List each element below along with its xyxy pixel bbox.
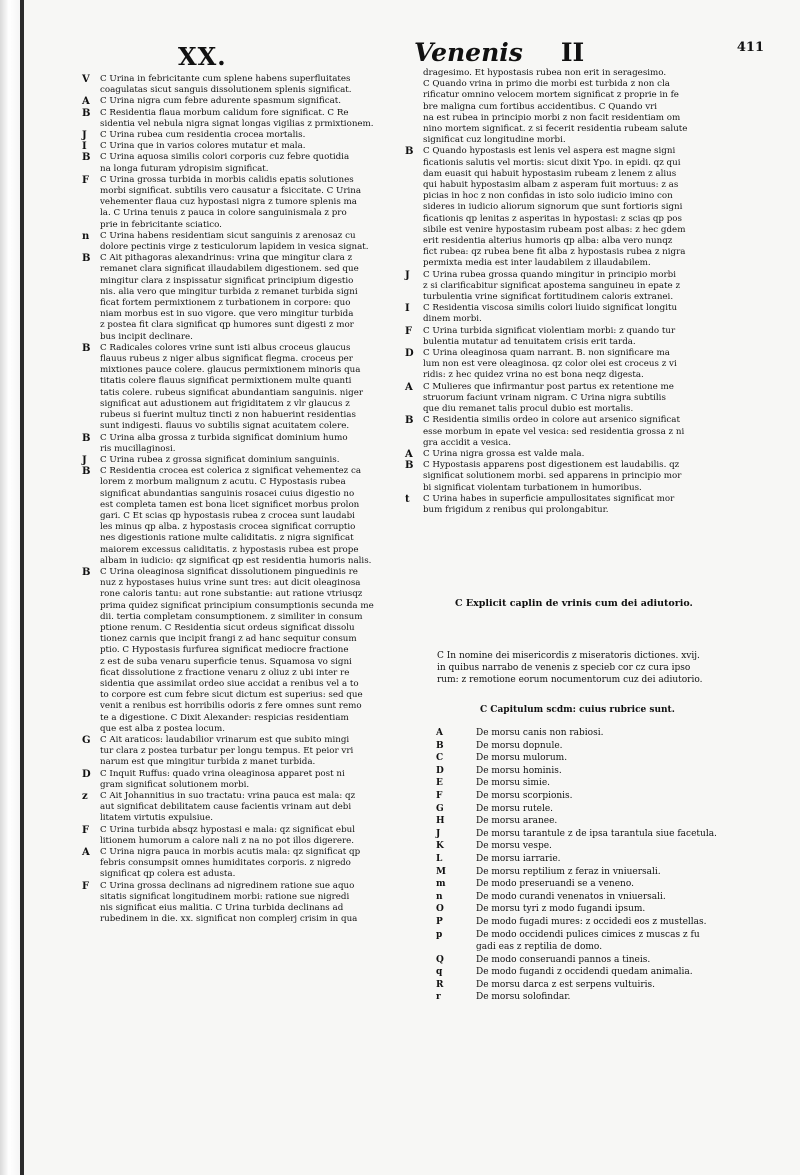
text-line: te a digestione. C Dixit Alexander: respicias residentiam xyxy=(100,712,349,723)
text-line: lorem z morbum malignum z acutu. C Hypostasis rubea xyxy=(100,477,346,488)
text-line: C Radicales colores vrine sunt isti albus croceus glaucus xyxy=(100,342,351,353)
margin-letter: F xyxy=(82,880,90,892)
rubric-letter: L xyxy=(436,853,443,864)
paragraph-text xyxy=(100,881,372,926)
text-line: dragesimo. Et hypostasis rubea non erit in seragesimo. xyxy=(423,68,667,78)
text-line: z postea fit clara significat qp humores sunt digesti z mor xyxy=(100,320,354,331)
rubric-item xyxy=(436,903,736,916)
text-line: sidentia vel nebula nigra signat longas vigilias z prmixtionem. xyxy=(100,118,374,129)
rubric-text: De modo preseruandi se a veneno. xyxy=(476,879,634,890)
paragraph-text xyxy=(100,433,372,455)
rubric-text: De modo fugandi z occidendi quedam animalia. xyxy=(476,967,693,978)
text-line: C Residentia similis ordeo in colore aut arsenico significat xyxy=(423,415,680,426)
paragraph xyxy=(405,460,705,494)
rubric-letter: G xyxy=(436,803,444,814)
rubric-letter: K xyxy=(436,841,444,852)
rubric-item xyxy=(436,840,736,853)
margin-letter: A xyxy=(82,96,90,108)
text-line: C Urina habes in superficie ampullositates significat mor xyxy=(423,493,675,504)
paragraph xyxy=(82,433,372,455)
text-line: gram significat solutionem morbi. xyxy=(100,779,250,790)
text-line: nis significat eius malitia. C Urina turbida declinans ad xyxy=(100,903,344,914)
paragraph-text xyxy=(423,415,705,449)
margin-letter: G xyxy=(82,734,91,746)
text-line: C Urina nigra pauca in morbis acutis mala: qz significat qp xyxy=(100,847,361,858)
text-line: bre maligna cum fortibus accidentibus. C Quando vri xyxy=(423,101,658,112)
paragraph xyxy=(82,141,372,152)
text-line: gari. C Et scias qp hypostasis rubea z crocea sunt laudabi xyxy=(100,510,355,521)
text-line: ridis: z hec quidez vrina no est bona neqz digesta. xyxy=(423,370,644,381)
paragraph-text xyxy=(100,825,372,847)
paragraph xyxy=(82,96,372,107)
text-line: prima quidez significat principium consumptionis secunda me xyxy=(100,600,374,611)
paragraph-text xyxy=(423,460,705,494)
margin-letter: D xyxy=(405,348,414,360)
text-line: que diu remanet talis procul dubio est mortalis. xyxy=(423,404,634,415)
text-line: significat cuz longitudine morbi. xyxy=(423,135,566,146)
paragraph xyxy=(82,567,372,735)
paragraph xyxy=(82,455,372,466)
text-line: na longa futuram ydropisim significat. xyxy=(100,163,269,174)
paragraph xyxy=(405,68,705,146)
text-line: to corpore est cum febre sicut dictum est superius: sed que xyxy=(100,690,363,701)
text-line: bus incipit declinare. xyxy=(100,331,193,342)
text-line: significat solutionem morbi. sed apparens in principio mor xyxy=(423,471,682,482)
paragraph-text xyxy=(100,791,372,825)
text-line: turbulentia vrine significat fortitudinem caloris extranei. xyxy=(423,292,674,303)
rubric-text: gadi eas z reptilia de domo. xyxy=(476,942,603,953)
text-line: C Urina habens residentiam sicut sanguinis z arenosaz cu xyxy=(100,230,356,241)
text-line: rubeus si fuerint multuz tincti z non habuerint residentias xyxy=(100,410,356,421)
paragraph xyxy=(405,415,705,449)
rubric-item xyxy=(436,727,736,740)
paragraph-text xyxy=(423,68,705,146)
paragraph-text xyxy=(100,141,372,152)
rubric-text: De morsu rutele. xyxy=(476,803,554,814)
text-line: aut significat debilitatem cause facientis vrinam aut debi xyxy=(100,802,352,813)
text-line: bi significat violentam turbationem in humoribus. xyxy=(423,482,642,493)
text-line: z si clarificabitur significat apostema sanguineu in epate z xyxy=(423,280,681,291)
text-line: bum frigidum z renibus qui prolongabitur. xyxy=(423,504,609,515)
paragraph-text xyxy=(100,343,372,433)
rubric-letter: D xyxy=(436,765,444,776)
text-line: C Ait pithagoras alexandrinus: vrina que mingitur clara z xyxy=(100,253,353,264)
text-line: dam euasit qui habuit hypostasim rubeam z lenem z alius xyxy=(423,168,677,179)
text-line: C Quando vrina in primo die morbi est turbida z non cla xyxy=(423,79,670,90)
paragraph-text xyxy=(423,449,705,460)
text-line: nes digestionis ratione multe caliditatis. z nigra significat xyxy=(100,533,354,544)
rubric-text: De morsu reptilium z feraz in vniuersali. xyxy=(476,866,661,877)
rubric-letter: P xyxy=(436,916,443,927)
text-line: C Urina rubea cum residentia crocea mortalis. xyxy=(100,130,306,141)
text-line: morbi significat. subtilis vero causatur a fsiccitate. C Urina xyxy=(100,186,362,197)
rubric-letter: m xyxy=(436,879,446,890)
rubric-letter xyxy=(436,941,476,954)
text-line: lum non est vere oleaginosa. qz color olei est croceus z vi xyxy=(423,359,677,370)
paragraph xyxy=(82,175,372,231)
paragraph xyxy=(405,303,705,325)
rubric-item xyxy=(436,777,736,790)
paragraph-text xyxy=(100,455,372,466)
text-line: la. C Urina tenuis z pauca in colore sanguinismala z pro xyxy=(100,208,347,219)
margin-letter: B xyxy=(82,566,91,578)
text-line: litionem humorum a calore nali z na no pot illos digerere. xyxy=(100,835,355,846)
rubric-item xyxy=(436,891,736,904)
margin-letter: z xyxy=(82,791,88,802)
paragraph-text xyxy=(423,382,705,416)
paragraph xyxy=(405,494,705,516)
rubric-text: De morsu vespe. xyxy=(476,841,552,852)
paragraph-text xyxy=(423,270,705,304)
text-line: C Ait Johannitius in suo tractatu: vrina pauca est mala: qz xyxy=(100,791,356,801)
rubric-text: De morsu scorpionis. xyxy=(476,790,573,801)
margin-letter: F xyxy=(405,325,413,337)
paragraph-text xyxy=(100,769,372,791)
paragraph xyxy=(82,881,372,926)
rubric-item xyxy=(436,966,736,979)
text-line: ficat dissolutione z fractione venaru z oliuz z ubi inter re xyxy=(100,667,350,678)
text-line: significat qp colera est adusta. xyxy=(100,869,236,880)
rubric-letter: M xyxy=(436,866,446,877)
text-line: ficat fortem permixtionem z turbationem in corpore: quo xyxy=(100,298,351,309)
text-line: permixta media est inter laudabilem z illaudabilem. xyxy=(423,258,651,269)
text-line: C Ait araticos: laudabilior vrinarum est que subito mingi xyxy=(100,734,350,745)
rubric-item xyxy=(436,752,736,765)
paragraph xyxy=(82,847,372,881)
paragraph xyxy=(82,74,372,96)
text-line: mingitur clara z inspissatur significat principium digestio xyxy=(100,275,354,286)
invocation-paragraph xyxy=(437,650,707,686)
text-line: sidentia que assimilat ordeo siue accidat a renibus vel a to xyxy=(100,678,359,689)
text-line: picias in hoc z non confidas in isto solo iudicio imino con xyxy=(423,191,673,202)
text-line: C Urina oleaginosa quam narrant. B. non significare ma xyxy=(423,348,670,359)
rubric-letter: n xyxy=(436,891,443,902)
text-line: sitatis significat longitudinem morbi: ratione sue nigredi xyxy=(100,891,350,902)
rubric-letter: A xyxy=(436,728,443,738)
text-line: C Urina nigra grossa est valde mala. xyxy=(423,448,585,459)
text-line: les minus qp alba. z hypostasis crocea significat corruptio xyxy=(100,522,356,533)
rubric-item xyxy=(436,790,736,803)
text-line: C Urina rubea grossa quando mingitur in principio morbi xyxy=(423,269,676,280)
text-line: titatis colere flauus significat permixtionem multe quanti xyxy=(100,376,352,387)
text-line: bulentia mutatur ad tenuitatem crisis erit tarda. xyxy=(423,336,636,347)
rubric-letter: p xyxy=(436,929,443,940)
text-line: esse morbum in epate vel vesica: sed residentia grossa z ni xyxy=(423,426,685,437)
text-line: erit residentia alterius humoris qp alba: alba vero nunqz xyxy=(423,236,673,247)
rubric-text: De morsu aranee. xyxy=(476,816,558,827)
text-line: albam in iudicio: qz significat qp est residentia humoris nalis. xyxy=(100,555,372,566)
text-line: ris mucillaginosi. xyxy=(100,443,176,454)
folio-number: 411 xyxy=(736,40,764,55)
rubric-letter: C xyxy=(436,753,444,764)
margin-letter: B xyxy=(405,460,414,472)
paragraph-text xyxy=(100,847,372,881)
text-line: na est rubea in principio morbi z non facit residentiam om xyxy=(423,112,681,123)
rubric-text: De modo fugadi mures: z occidedi eos z mustellas. xyxy=(476,916,707,927)
text-line: C Residentia flaua morbum calidum fore significat. C Re xyxy=(100,107,349,118)
paragraph-text xyxy=(100,231,372,253)
rubric-text: De morsu simie. xyxy=(476,778,551,789)
rubric-item xyxy=(436,740,736,753)
rubric-text: De morsu canis non rabiosi. xyxy=(476,728,604,738)
rubric-letter: q xyxy=(436,967,443,978)
text-line: C Urina grossa declinans ad nigredinem ratione sue aquo xyxy=(100,880,355,891)
page-binding xyxy=(0,0,22,1175)
margin-letter: t xyxy=(405,493,410,505)
paragraph xyxy=(82,108,372,130)
margin-letter: A xyxy=(405,381,413,393)
text-line: rubedinem in die. xx. significat non complerj crisim in qua xyxy=(100,914,358,925)
right-text-column xyxy=(405,68,705,516)
margin-letter: V xyxy=(82,74,90,85)
rubric-item xyxy=(436,941,736,954)
paragraph xyxy=(405,326,705,348)
paragraph xyxy=(405,146,705,269)
text-line: C Residentia viscosa similis colori liuido significat longitu xyxy=(423,303,678,314)
rubric-letter: Q xyxy=(436,954,444,965)
rubric-text: De modo conseruandi pannos a tineis. xyxy=(476,954,651,965)
rubric-item xyxy=(436,979,736,992)
text-line: ficationis salutis vel mortis: sicut dixit Ypo. in epidi. qz qui xyxy=(423,157,681,168)
text-line: que est alba z postea locum. xyxy=(100,723,226,734)
rubric-letter: H xyxy=(436,816,445,827)
text-line: significat abundantias sanguinis rosacei cuius digestio no xyxy=(100,488,355,499)
margin-letter: B xyxy=(82,432,91,444)
margin-letter: B xyxy=(82,466,91,478)
paragraph xyxy=(82,825,372,847)
rubric-item xyxy=(436,815,736,828)
paragraph-text xyxy=(100,96,372,107)
margin-letter: F xyxy=(82,174,90,186)
text-line: venit a renibus est horribilis odoris z fere omnes sunt remo xyxy=(100,701,362,712)
paragraph-text xyxy=(423,326,705,348)
paragraph-text xyxy=(423,303,705,325)
text-line: coagulatas sicut sanguis dissolutionem splenis significat. xyxy=(100,85,352,96)
text-line: mixtiones pauce colere. glaucus permixtionem minoris qua xyxy=(100,365,361,376)
text-line: nino mortem significat. z si fecerit residentia rubeam salute xyxy=(423,124,688,135)
margin-letter: B xyxy=(82,152,91,164)
text-line: C Hypostasis apparens post digestionem est laudabilis. qz xyxy=(423,460,680,471)
rubric-text: De modo curandi venenatos in vniuersali. xyxy=(476,891,666,902)
margin-letter: B xyxy=(405,415,414,427)
paragraph xyxy=(405,270,705,304)
text-line: C Urina grossa turbida in morbis calidis epatis solutiones xyxy=(100,174,354,185)
paragraph-text xyxy=(100,74,372,96)
text-line: febris consumpsit omnes humiditates corporis. z nigredo xyxy=(100,858,351,869)
chapter-number: XX. xyxy=(178,42,227,71)
text-line: C Urina turbida significat violentiam morbi: z quando tur xyxy=(423,325,676,336)
paragraph-text xyxy=(423,348,705,382)
rubric-text: De morsu solofindar. xyxy=(476,992,571,1003)
paragraph-text xyxy=(100,567,374,735)
paragraph xyxy=(82,343,372,433)
running-title-number: II xyxy=(560,38,585,67)
text-line: C Urina alba grossa z turbida significat dominium humo xyxy=(100,432,348,443)
text-line: prie in febricitante sciatico. xyxy=(100,219,222,230)
margin-letter: D xyxy=(82,768,91,780)
text-line: maiorem excessus caliditatis. z hypostasis rubea est prope xyxy=(100,544,359,555)
text-line: nis. alia vero que mingitur turbida z remanet turbida signi xyxy=(100,286,358,297)
margin-letter: F xyxy=(82,824,90,836)
paragraph xyxy=(82,130,372,141)
text-line: C Mulieres que infirmantur post partus ex retentione me xyxy=(423,381,674,392)
text-line: sibile est venire hypostasim rubeam post albas: z hec gdem xyxy=(423,224,686,235)
paragraph xyxy=(82,791,372,825)
rubric-item xyxy=(436,803,736,816)
running-title xyxy=(414,38,584,67)
text-line: nuz z hypostases huius vrine sunt tres: aut dicit oleaginosa xyxy=(100,578,361,589)
running-title-text: Venenis xyxy=(414,38,523,67)
margin-letter: I xyxy=(82,141,87,153)
paragraph xyxy=(82,466,372,567)
rubric-item xyxy=(436,828,736,841)
margin-letter: n xyxy=(82,230,90,242)
paragraph xyxy=(82,152,372,174)
rubric-letter: F xyxy=(436,790,443,801)
text-line: C Inquit Ruffus: quado vrina oleaginosa apparet post ni xyxy=(100,768,345,779)
paragraph xyxy=(82,769,372,791)
rubric-text: De morsu iarrarie. xyxy=(476,853,561,864)
left-text-column xyxy=(82,74,372,925)
text-line: gra accidit a vesica. xyxy=(423,437,511,448)
margin-letter: B xyxy=(82,342,91,354)
text-line: tionez carnis que incipit frangi z ad hanc sequitur consum xyxy=(100,634,357,645)
paragraph-text xyxy=(423,494,705,516)
text-line: tatis colere. rubeus significat abundantiam sanguinis. niger xyxy=(100,387,363,398)
rubric-letter: E xyxy=(436,778,443,789)
text-line: dolore pectinis virge z testiculorum lapidem in vesica signat. xyxy=(100,242,369,253)
margin-letter: B xyxy=(405,146,414,158)
text-line: qui habuit hypostasim albam z asperam fuit mortuus: z as xyxy=(423,180,679,191)
text-line: sunt indigesti. flauus vo subtilis signat acuitatem colere. xyxy=(100,421,350,432)
text-line: dii. tertia completam consumptionem. z similiter in consum xyxy=(100,611,363,622)
text-line: dinem morbi. xyxy=(423,314,482,325)
paragraph xyxy=(405,348,705,382)
text-line: significat aut adustionem aut frigiditatem z vlr glaucus z xyxy=(100,398,350,409)
rubric-item xyxy=(436,916,736,929)
invocation-line: in quibus narrabo de venenis z specieb cor cz cura ipso xyxy=(437,663,691,673)
margin-letter: A xyxy=(405,448,413,460)
text-line: sideres in iudicio aliorum signorum que sunt fortioris signi xyxy=(423,202,683,213)
margin-letter xyxy=(405,68,423,146)
margin-letter: J xyxy=(82,130,87,142)
chapter-heading: C Capitulum scdm: cuius rubrice sunt. xyxy=(480,705,675,715)
margin-letter: J xyxy=(82,454,87,466)
rubric-letter: r xyxy=(436,992,441,1003)
invocation-line: C In nomine dei misericordis z miseratoris dictiones. xvij. xyxy=(437,651,700,661)
text-line: fict rubea: qz rubea bene fit alba z hypostasis rubea z nigra xyxy=(423,247,686,258)
rubric-item xyxy=(436,929,736,942)
rubric-text: De morsu tyri z modo fugandi ipsum. xyxy=(476,904,646,915)
rubric-letter: R xyxy=(436,979,444,990)
paragraph xyxy=(405,449,705,460)
text-line: ficationis qp lenitas z asperitas in hypostasi: z scias qp pos xyxy=(423,213,682,224)
paragraph xyxy=(82,735,372,769)
text-line: vehementer flaua cuz hypostasi nigra z tumore splenis ma xyxy=(100,197,357,208)
rubric-item xyxy=(436,991,736,1004)
text-line: est completa tamen est bona licet significet morbus prolon xyxy=(100,499,360,510)
rubric-item xyxy=(436,954,736,967)
rubric-text: De morsu tarantule z de ipsa tarantula siue facetula. xyxy=(476,828,717,839)
text-line: C Urina oleaginosa significat dissolutionem pinguedinis re xyxy=(100,566,358,577)
margin-letter: I xyxy=(405,303,410,315)
explicit-line: C Explicit caplin de vrinis cum dei adiutorio. xyxy=(455,598,693,609)
paragraph xyxy=(82,231,372,253)
margin-letter: A xyxy=(82,847,90,859)
rubric-list xyxy=(436,727,736,1004)
rubric-item xyxy=(436,866,736,879)
text-line: struorum faciunt vrinam nigram. C Urina nigra subtilis xyxy=(423,392,666,403)
rubric-text: De morsu dopnule. xyxy=(476,740,563,751)
text-line: ptione renum. C Residentia sicut ordeus significat dissolu xyxy=(100,622,355,633)
text-line: rificatur omnino velocem mortem significat z proprie in fe xyxy=(423,90,679,101)
invocation-line: rum: z remotione eorum nocumentorum cuz dei adiutorio. xyxy=(437,675,703,685)
text-line: C Urina rubea z grossa significat dominium sanguinis. xyxy=(100,454,340,465)
paragraph xyxy=(405,382,705,416)
margin-letter: J xyxy=(405,269,410,281)
rubric-text: De morsu darca z est serpens vultuiris. xyxy=(476,979,655,990)
text-line: litatem virtutis expulsiue. xyxy=(100,813,213,824)
rubric-letter: O xyxy=(436,904,444,915)
text-line: C Urina turbida absqz hypostasi e mala: qz significat ebul xyxy=(100,824,356,835)
text-line: niam morbus est in suo vigore. que vero mingitur turbida xyxy=(100,309,354,320)
rubric-item xyxy=(436,765,736,778)
paragraph-text xyxy=(100,253,372,343)
paragraph-text xyxy=(423,146,705,269)
rubric-letter: J xyxy=(436,828,441,839)
paragraph-text xyxy=(100,108,374,130)
text-line: C Quando hypostasis est lenis vel aspera est magne signi xyxy=(423,146,676,157)
paragraph-text xyxy=(100,152,372,174)
text-line: flauus rubeus z niger albus significat flegma. croceus per xyxy=(100,354,353,365)
rubric-letter: B xyxy=(436,740,444,751)
margin-letter: B xyxy=(82,107,91,119)
rubric-item xyxy=(436,878,736,891)
text-line: C Residentia crocea est colerica z significat vehementez ca xyxy=(100,466,362,477)
text-line: ptio. C Hypostasis furfurea significat mediocre fractione xyxy=(100,645,349,656)
rubric-item xyxy=(436,853,736,866)
text-line: C Urina que in varios colores mutatur et mala. xyxy=(100,141,306,152)
rubric-text: De modo occidendi pulices cimices z muscas z fu xyxy=(476,929,700,940)
paragraph xyxy=(82,253,372,343)
paragraph-text xyxy=(100,130,372,141)
text-line: C Urina nigra cum febre adurente spasmum significat. xyxy=(100,96,342,107)
rubric-text: De morsu hominis. xyxy=(476,765,562,776)
text-line: narum est que mingitur turbida z manet turbida. xyxy=(100,757,316,768)
paragraph-text xyxy=(100,735,372,769)
text-line: C Urina aquosa similis colori corporis cuz febre quotidia xyxy=(100,152,350,163)
rubric-text: De morsu mulorum. xyxy=(476,753,568,764)
text-line: C Urina in febricitante cum splene habens superfluitates xyxy=(100,74,351,84)
text-line: z est de suba venaru superficie tenus. Squamosa vo signi xyxy=(100,656,352,667)
paragraph-text xyxy=(100,466,372,567)
text-line: rone caloris tantu: aut rone substantie: aut ratione vtriusqz xyxy=(100,589,363,600)
text-line: remanet clara significat illaudabilem digestionem. sed que xyxy=(100,264,359,275)
margin-letter: B xyxy=(82,253,91,265)
paragraph-text xyxy=(100,175,372,231)
text-line: tur clara z postea turbatur per longu tempus. Et peior vri xyxy=(100,746,354,757)
